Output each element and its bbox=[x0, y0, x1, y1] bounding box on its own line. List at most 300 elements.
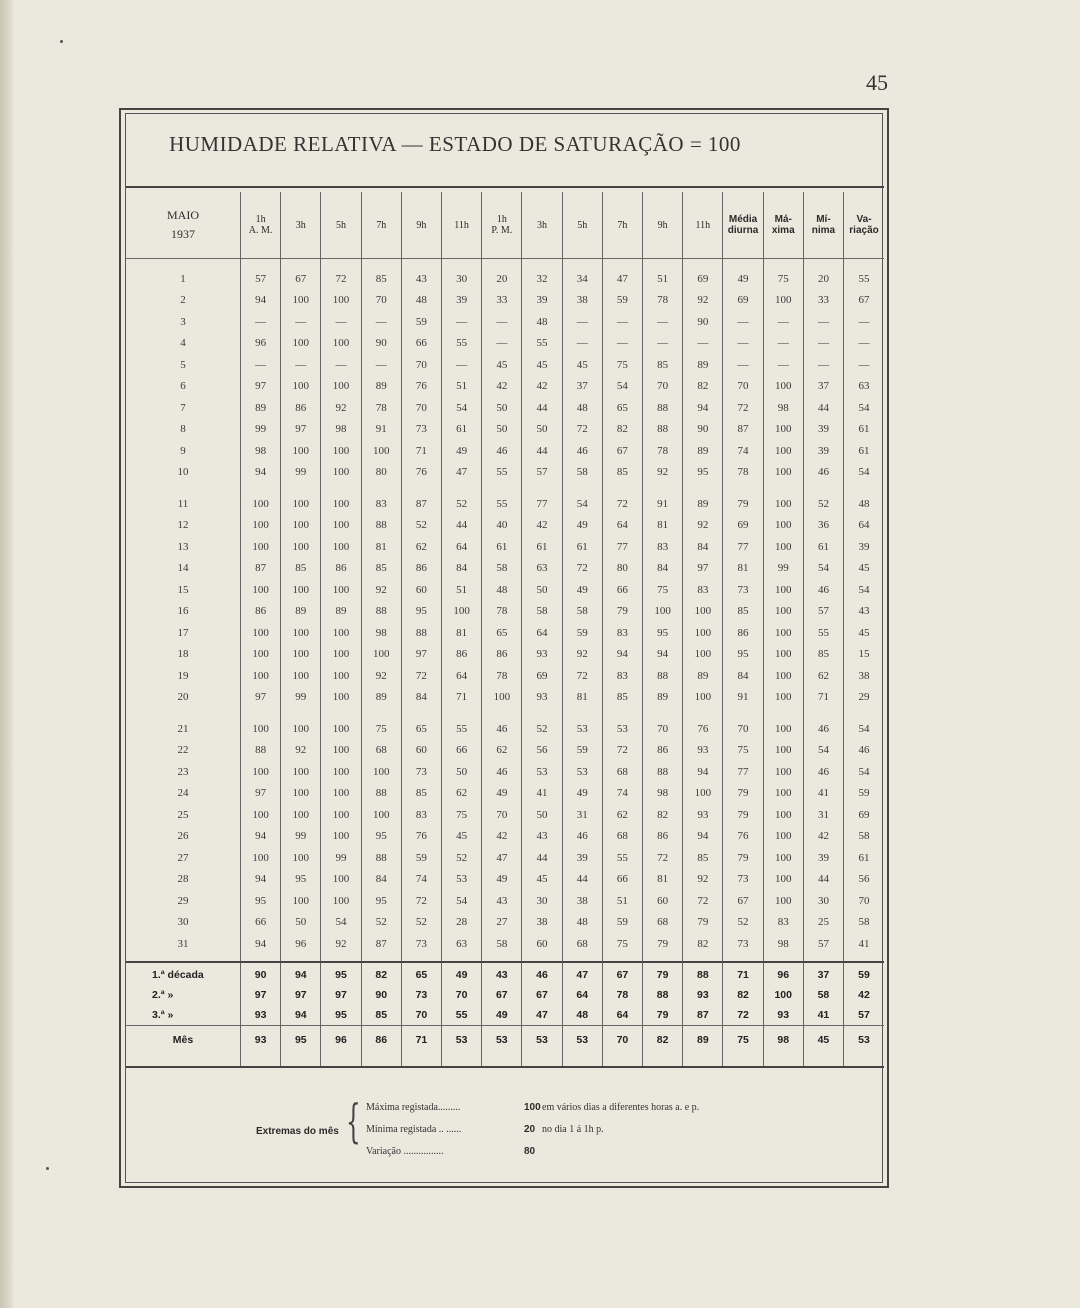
table-cell: 55 bbox=[482, 493, 522, 515]
table-cell: 39 bbox=[803, 847, 843, 869]
table-cell: 76 bbox=[401, 826, 441, 848]
table-cell: 92 bbox=[361, 665, 401, 687]
table-cell: 50 bbox=[442, 761, 482, 783]
table-cell: 43 bbox=[844, 601, 884, 623]
table-cell: 51 bbox=[602, 890, 642, 912]
table-cell: 58 bbox=[562, 462, 602, 484]
spacer-cell bbox=[562, 1052, 602, 1067]
title-rule bbox=[126, 186, 884, 188]
spacer-cell bbox=[522, 955, 562, 962]
table-cell: — bbox=[482, 311, 522, 333]
table-cell: 85 bbox=[602, 687, 642, 709]
table-cell: 100 bbox=[281, 536, 321, 558]
row-label: 12 bbox=[177, 519, 189, 532]
table-cell: 57 bbox=[803, 601, 843, 623]
table-cell: 70 bbox=[643, 718, 683, 740]
table-cell: 72 bbox=[643, 847, 683, 869]
table-cell: 46 bbox=[803, 761, 843, 783]
table-cell: 54 bbox=[321, 912, 361, 934]
column-header-top: Mí- bbox=[816, 214, 831, 225]
row-label: 6 bbox=[180, 380, 186, 393]
table-row bbox=[126, 869, 884, 891]
spacer-cell bbox=[482, 708, 522, 718]
spacer-cell bbox=[683, 955, 723, 962]
table-cell: 100 bbox=[763, 869, 803, 891]
spacer-cell bbox=[522, 1052, 562, 1067]
table-cell: 95 bbox=[643, 622, 683, 644]
row-label: 4 bbox=[180, 337, 186, 350]
table-cell: 65 bbox=[602, 397, 642, 419]
row-label: 21 bbox=[177, 722, 189, 735]
table-cell: 46 bbox=[844, 740, 884, 762]
column-header-top: 7h bbox=[617, 219, 628, 231]
table-cell: 100 bbox=[321, 462, 361, 484]
table-cell: 97 bbox=[281, 985, 321, 1005]
table-cell: 51 bbox=[442, 376, 482, 398]
table-cell: 61 bbox=[844, 419, 884, 441]
table-row bbox=[126, 440, 884, 462]
spacer-cell bbox=[482, 483, 522, 493]
table-cell: 73 bbox=[401, 985, 441, 1005]
table-cell: 100 bbox=[763, 985, 803, 1005]
spacer-cell bbox=[281, 1052, 321, 1067]
table-cell: 45 bbox=[844, 558, 884, 580]
variation-value: 80 bbox=[524, 1146, 536, 1157]
table-cell: 61 bbox=[844, 847, 884, 869]
table-cell: 82 bbox=[683, 376, 723, 398]
table-cell: — bbox=[723, 311, 763, 333]
table-cell: 77 bbox=[723, 761, 763, 783]
table-cell: 77 bbox=[602, 536, 642, 558]
table-cell: 88 bbox=[643, 397, 683, 419]
table-cell: 46 bbox=[562, 440, 602, 462]
table-cell: 54 bbox=[844, 579, 884, 601]
brace-icon: { bbox=[346, 1094, 361, 1148]
table-cell: 51 bbox=[643, 268, 683, 290]
table-cell: 92 bbox=[683, 290, 723, 312]
table-cell: 93 bbox=[241, 1028, 281, 1052]
table-cell: 32 bbox=[522, 268, 562, 290]
table-cell: 78 bbox=[643, 290, 683, 312]
table-cell: 53 bbox=[602, 718, 642, 740]
table-cell: 94 bbox=[241, 826, 281, 848]
table-cell: 42 bbox=[844, 985, 884, 1005]
table-cell: 70 bbox=[401, 1005, 441, 1026]
column-header-top: 3h bbox=[537, 219, 548, 231]
table-cell: — bbox=[482, 333, 522, 355]
table-cell: 53 bbox=[562, 718, 602, 740]
spacer-cell bbox=[321, 483, 361, 493]
table-cell: 34 bbox=[562, 268, 602, 290]
table-cell: 95 bbox=[723, 644, 763, 666]
table-cell: 94 bbox=[683, 826, 723, 848]
column-header bbox=[602, 192, 642, 259]
table-cell: 67 bbox=[281, 268, 321, 290]
page-title: HUMIDADE RELATIVA — ESTADO DE SATURAÇÃO = 100 bbox=[169, 132, 741, 156]
table-cell: 65 bbox=[401, 965, 441, 985]
table-cell: 100 bbox=[763, 419, 803, 441]
table-cell: 88 bbox=[361, 847, 401, 869]
column-header-bottom: diurna bbox=[727, 225, 759, 236]
table-cell: — bbox=[602, 333, 642, 355]
table-cell: 79 bbox=[643, 965, 683, 985]
table-cell: 68 bbox=[602, 826, 642, 848]
table-cell: 83 bbox=[602, 665, 642, 687]
table-cell: 41 bbox=[803, 1005, 843, 1026]
table-cell: — bbox=[723, 354, 763, 376]
table-cell: 46 bbox=[803, 579, 843, 601]
table-cell: 59 bbox=[562, 740, 602, 762]
table-cell: 99 bbox=[281, 826, 321, 848]
table-body bbox=[126, 259, 884, 1067]
table-cell: 77 bbox=[522, 493, 562, 515]
row-label: 1.ª década bbox=[152, 968, 204, 981]
column-header-top: 1h bbox=[496, 214, 507, 225]
table-cell: — bbox=[562, 333, 602, 355]
table-cell: 31 bbox=[562, 804, 602, 826]
variation-label: Variação ................ bbox=[366, 1146, 444, 1157]
table-cell: 100 bbox=[321, 515, 361, 537]
table-cell: 59 bbox=[562, 622, 602, 644]
table-cell: 79 bbox=[643, 933, 683, 955]
table-cell: 88 bbox=[361, 601, 401, 623]
row-label: 23 bbox=[177, 765, 189, 778]
table-cell: 78 bbox=[361, 397, 401, 419]
table-cell: — bbox=[844, 311, 884, 333]
table-cell: 100 bbox=[321, 536, 361, 558]
table-cell: 49 bbox=[562, 515, 602, 537]
table-cell: 93 bbox=[683, 804, 723, 826]
table-cell: 100 bbox=[241, 804, 281, 826]
table-cell: 100 bbox=[763, 579, 803, 601]
table-cell: 53 bbox=[844, 1028, 884, 1052]
table-cell: 52 bbox=[442, 847, 482, 869]
table-cell: 100 bbox=[321, 718, 361, 740]
table-cell: 81 bbox=[562, 687, 602, 709]
table-cell: 61 bbox=[562, 536, 602, 558]
table-cell: 89 bbox=[361, 687, 401, 709]
spacer-cell bbox=[126, 483, 241, 493]
table-cell: 72 bbox=[723, 1005, 763, 1026]
table-cell: 68 bbox=[361, 740, 401, 762]
spacer-cell bbox=[482, 259, 522, 269]
table-cell: 89 bbox=[683, 440, 723, 462]
column-header bbox=[562, 192, 602, 259]
table-row bbox=[126, 718, 884, 740]
column-header bbox=[482, 192, 522, 259]
table-cell: 75 bbox=[602, 354, 642, 376]
table-cell: 90 bbox=[361, 333, 401, 355]
table-cell: 86 bbox=[482, 644, 522, 666]
row-label: 26 bbox=[177, 830, 189, 843]
table-cell: 59 bbox=[602, 912, 642, 934]
table-cell: 98 bbox=[241, 440, 281, 462]
table-cell: 79 bbox=[643, 1005, 683, 1026]
row-label: 16 bbox=[177, 605, 189, 618]
table-cell: 70 bbox=[401, 354, 441, 376]
spacer-cell bbox=[361, 483, 401, 493]
table-cell: 100 bbox=[683, 644, 723, 666]
spacer-cell bbox=[321, 708, 361, 718]
table-cell: 100 bbox=[763, 622, 803, 644]
table-cell: 44 bbox=[803, 869, 843, 891]
column-header bbox=[241, 192, 281, 259]
spacer-cell bbox=[683, 483, 723, 493]
table-cell: 100 bbox=[241, 665, 281, 687]
table-cell: 65 bbox=[482, 622, 522, 644]
table-cell: 68 bbox=[643, 912, 683, 934]
table-cell: 39 bbox=[442, 290, 482, 312]
table-cell: 75 bbox=[723, 740, 763, 762]
table-cell: 20 bbox=[803, 268, 843, 290]
row-label: 14 bbox=[177, 562, 189, 575]
header-month-year bbox=[126, 192, 241, 259]
row-label: 29 bbox=[177, 894, 189, 907]
table-cell: 67 bbox=[602, 965, 642, 985]
table-cell: 30 bbox=[803, 890, 843, 912]
table-cell: 70 bbox=[602, 1028, 642, 1052]
spacer-cell bbox=[442, 259, 482, 269]
table-cell: 85 bbox=[361, 268, 401, 290]
table-cell: 64 bbox=[562, 985, 602, 1005]
table-cell: 30 bbox=[522, 890, 562, 912]
table-cell: 82 bbox=[723, 985, 763, 1005]
spacer-cell bbox=[442, 1052, 482, 1067]
table-cell: 88 bbox=[241, 740, 281, 762]
table-cell: 54 bbox=[844, 462, 884, 484]
table-cell: 78 bbox=[482, 601, 522, 623]
table-cell: 43 bbox=[522, 826, 562, 848]
column-header bbox=[643, 192, 683, 259]
row-label: 10 bbox=[177, 466, 189, 479]
table-cell: 83 bbox=[602, 622, 642, 644]
table-cell: 86 bbox=[401, 558, 441, 580]
table-cell: 71 bbox=[723, 965, 763, 985]
table-cell: 100 bbox=[321, 644, 361, 666]
table-cell: 50 bbox=[522, 804, 562, 826]
table-cell: 44 bbox=[522, 847, 562, 869]
spacer-cell bbox=[643, 708, 683, 718]
table-cell: 100 bbox=[763, 890, 803, 912]
table-cell: 47 bbox=[522, 1005, 562, 1026]
table-cell: — bbox=[361, 311, 401, 333]
table-cell: 100 bbox=[241, 622, 281, 644]
spacer-cell bbox=[643, 483, 683, 493]
table-cell: — bbox=[281, 311, 321, 333]
table-cell: 55 bbox=[803, 622, 843, 644]
table-cell: — bbox=[803, 354, 843, 376]
table-cell: 63 bbox=[442, 933, 482, 955]
table-cell: 87 bbox=[241, 558, 281, 580]
table-cell: 41 bbox=[803, 783, 843, 805]
table-cell: 96 bbox=[281, 933, 321, 955]
table-cell: 62 bbox=[803, 665, 843, 687]
row-label: 15 bbox=[177, 583, 189, 596]
spacer-cell bbox=[401, 708, 441, 718]
table-cell: 87 bbox=[361, 933, 401, 955]
table-cell: 73 bbox=[723, 933, 763, 955]
table-cell: 76 bbox=[401, 462, 441, 484]
spacer-cell bbox=[321, 955, 361, 962]
table-cell: 48 bbox=[522, 311, 562, 333]
table-cell: 58 bbox=[482, 933, 522, 955]
header-month: MAIO bbox=[167, 208, 199, 222]
table-cell: 99 bbox=[281, 462, 321, 484]
table-cell: 96 bbox=[321, 1028, 361, 1052]
table-cell: 88 bbox=[643, 419, 683, 441]
table-row bbox=[126, 419, 884, 441]
table-row bbox=[126, 354, 884, 376]
table-cell: 100 bbox=[321, 804, 361, 826]
table-cell: 95 bbox=[321, 1005, 361, 1026]
table-cell: 86 bbox=[321, 558, 361, 580]
table-cell: 68 bbox=[602, 761, 642, 783]
table-cell: 97 bbox=[241, 687, 281, 709]
spacer-cell bbox=[723, 955, 763, 962]
max-desc: em vários dias a diferentes horas a. e p. bbox=[542, 1102, 700, 1113]
table-cell: 93 bbox=[763, 1005, 803, 1026]
spacer-cell bbox=[126, 708, 241, 718]
table-cell: 70 bbox=[643, 376, 683, 398]
table-cell: 48 bbox=[844, 493, 884, 515]
table-cell: 60 bbox=[522, 933, 562, 955]
spacer-cell bbox=[844, 708, 884, 718]
table-cell: — bbox=[683, 333, 723, 355]
row-label: 19 bbox=[177, 669, 189, 682]
table-cell: 58 bbox=[482, 558, 522, 580]
table-cell: 100 bbox=[763, 493, 803, 515]
table-cell: 62 bbox=[602, 804, 642, 826]
table-cell: — bbox=[361, 354, 401, 376]
table-cell: 83 bbox=[683, 579, 723, 601]
table-cell: 53 bbox=[442, 869, 482, 891]
table-cell: 100 bbox=[763, 826, 803, 848]
table-cell: 31 bbox=[803, 804, 843, 826]
table-cell: 37 bbox=[562, 376, 602, 398]
table-cell: 75 bbox=[643, 579, 683, 601]
table-cell: 100 bbox=[763, 536, 803, 558]
table-cell: 59 bbox=[602, 290, 642, 312]
table-cell: 44 bbox=[562, 869, 602, 891]
table-cell: 46 bbox=[482, 718, 522, 740]
column-header bbox=[401, 192, 441, 259]
table-cell: 47 bbox=[482, 847, 522, 869]
table-cell: 46 bbox=[482, 761, 522, 783]
table-cell: 92 bbox=[643, 462, 683, 484]
spacer-cell bbox=[683, 1052, 723, 1067]
table-cell: 54 bbox=[442, 890, 482, 912]
table-cell: 94 bbox=[241, 462, 281, 484]
table-cell: 46 bbox=[562, 826, 602, 848]
table-cell: 54 bbox=[803, 558, 843, 580]
table-cell: 100 bbox=[241, 493, 281, 515]
table-cell: 54 bbox=[803, 740, 843, 762]
table-cell: 45 bbox=[522, 869, 562, 891]
table-cell: 53 bbox=[482, 1028, 522, 1052]
table-cell: — bbox=[763, 354, 803, 376]
table-cell: 73 bbox=[401, 419, 441, 441]
row-label: 1 bbox=[180, 272, 186, 285]
table-cell: 94 bbox=[241, 290, 281, 312]
table-cell: — bbox=[281, 354, 321, 376]
table-cell: 40 bbox=[482, 515, 522, 537]
spacer-cell bbox=[241, 259, 281, 269]
page-number: 45 bbox=[866, 70, 888, 95]
table-cell: 54 bbox=[562, 493, 602, 515]
spacer-cell bbox=[763, 259, 803, 269]
table-cell: 98 bbox=[321, 419, 361, 441]
table-row bbox=[126, 783, 884, 805]
spacer-cell bbox=[763, 1052, 803, 1067]
table-cell: 92 bbox=[683, 515, 723, 537]
column-header bbox=[522, 192, 562, 259]
table-cell: 72 bbox=[562, 558, 602, 580]
table-cell: 68 bbox=[562, 933, 602, 955]
table-cell: 85 bbox=[281, 558, 321, 580]
column-header-bottom: P. M. bbox=[491, 225, 513, 236]
table-cell: 100 bbox=[683, 601, 723, 623]
table-cell: 93 bbox=[522, 644, 562, 666]
table-row bbox=[126, 515, 884, 537]
spacer-cell bbox=[723, 259, 763, 269]
table-cell: 71 bbox=[442, 687, 482, 709]
table-cell: 100 bbox=[241, 579, 281, 601]
table-cell: 70 bbox=[361, 290, 401, 312]
table-cell: 98 bbox=[763, 933, 803, 955]
table-cell: 60 bbox=[643, 890, 683, 912]
spacer-cell bbox=[126, 955, 241, 962]
table-cell: — bbox=[442, 311, 482, 333]
row-label: 2 bbox=[180, 294, 186, 307]
table-cell: 95 bbox=[241, 890, 281, 912]
table-cell: 99 bbox=[321, 847, 361, 869]
table-cell: 72 bbox=[562, 419, 602, 441]
summary-row bbox=[126, 1005, 884, 1026]
spacer-cell bbox=[643, 955, 683, 962]
spacer-cell bbox=[602, 259, 642, 269]
column-header bbox=[442, 192, 482, 259]
table-cell: 86 bbox=[723, 622, 763, 644]
table-cell: 85 bbox=[361, 558, 401, 580]
table-cell: 44 bbox=[803, 397, 843, 419]
table-cell: 81 bbox=[361, 536, 401, 558]
table-cell: 100 bbox=[763, 847, 803, 869]
table-row bbox=[126, 890, 884, 912]
table-cell: 100 bbox=[643, 601, 683, 623]
extremes-section bbox=[126, 1086, 882, 1166]
table-cell: 70 bbox=[844, 890, 884, 912]
table-cell: 100 bbox=[763, 515, 803, 537]
table-cell: 83 bbox=[763, 912, 803, 934]
spacer-cell bbox=[683, 708, 723, 718]
table-cell: 99 bbox=[281, 687, 321, 709]
table-cell: 82 bbox=[643, 804, 683, 826]
table-cell: — bbox=[602, 311, 642, 333]
table-cell: 62 bbox=[401, 536, 441, 558]
table-cell: 85 bbox=[602, 462, 642, 484]
table-cell: 52 bbox=[522, 718, 562, 740]
table-cell: 79 bbox=[723, 847, 763, 869]
table-cell: 49 bbox=[442, 965, 482, 985]
table-cell: 70 bbox=[442, 985, 482, 1005]
table-cell: 100 bbox=[281, 515, 321, 537]
spacer-cell bbox=[401, 1052, 441, 1067]
table-cell: 94 bbox=[241, 933, 281, 955]
spacer-cell bbox=[361, 955, 401, 962]
table-cell: 100 bbox=[763, 644, 803, 666]
table-cell: 100 bbox=[321, 687, 361, 709]
table-cell: 39 bbox=[522, 290, 562, 312]
